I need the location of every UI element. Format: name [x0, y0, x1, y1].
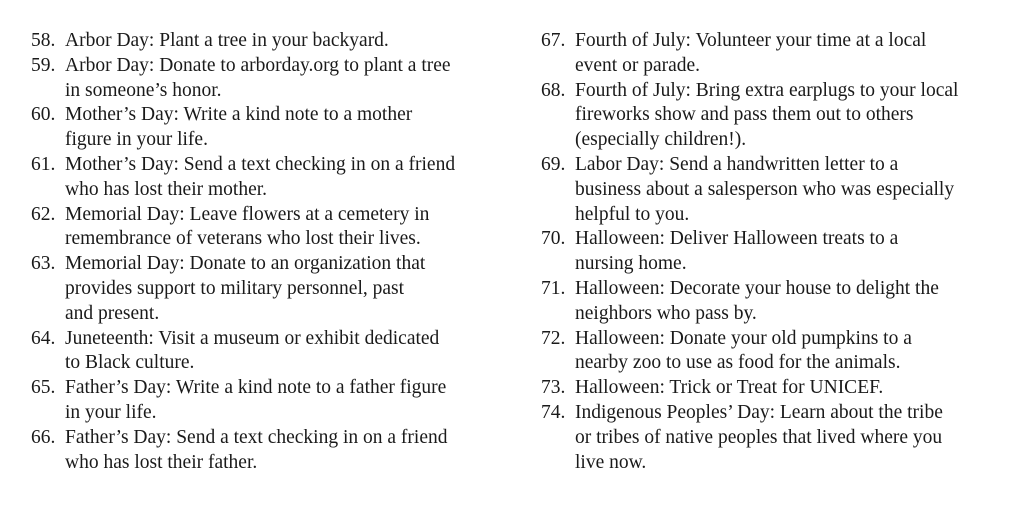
list-item [31, 153, 491, 203]
item-text-line: Father’s Day: Send a text checking in on a friend [65, 426, 448, 448]
item-text [575, 401, 1001, 475]
item-number: 67. [541, 30, 566, 51]
item-text-line: Halloween: Deliver Halloween treats to a [575, 228, 899, 250]
item-text-line: Arbor Day: Plant a tree in your backyard. [65, 30, 389, 51]
item-text-line: Mother’s Day: Send a text checking in on a friend [65, 153, 456, 175]
item-text-line: Juneteenth: Visit a museum or exhibit dedicated [65, 327, 440, 349]
item-text-line: Mother’s Day: Write a kind note to a mother [65, 104, 413, 126]
item-text-line: Father’s Day: Write a kind note to a father figure [65, 377, 447, 399]
item-text [575, 153, 1001, 227]
item-text-line: Halloween: Donate your old pumpkins to a [575, 327, 912, 349]
item-text [65, 103, 491, 153]
item-text-line: Halloween: Decorate your house to delight the [575, 277, 939, 299]
item-number: 68. [541, 79, 566, 101]
list-item [541, 79, 1001, 153]
item-number: 66. [31, 426, 56, 448]
item-number: 70. [541, 228, 566, 250]
item-text [65, 376, 491, 426]
list-item [541, 401, 1001, 475]
list-item [31, 29, 491, 54]
item-number: 58. [31, 30, 56, 51]
list-item [31, 252, 491, 326]
item-number: 71. [541, 277, 566, 299]
item-number: 64. [31, 327, 56, 349]
item-text [65, 426, 491, 476]
item-text [575, 227, 1001, 277]
item-text [575, 376, 1001, 401]
item-number: 72. [541, 327, 566, 349]
list-item [31, 327, 491, 377]
item-text-line: Indigenous Peoples’ Day: Learn about the tribe [575, 401, 943, 423]
item-text [65, 203, 491, 253]
item-text [575, 277, 1001, 327]
item-text-line: business about a salesperson who was especially [575, 178, 955, 200]
item-text-line: nursing home. [575, 253, 687, 275]
item-text [65, 54, 491, 104]
item-text-line: Fourth of July: Volunteer your time at a local [575, 30, 927, 51]
item-text-line: figure in your life. [65, 129, 208, 151]
item-number: 61. [31, 153, 56, 175]
list-item [31, 203, 491, 253]
item-text-line: event or parade. [575, 54, 701, 76]
item-text-line: live now. [575, 451, 647, 473]
list-item [31, 103, 491, 153]
item-text-line: in someone’s honor. [65, 79, 222, 101]
list-item [31, 376, 491, 426]
item-number: 62. [31, 203, 56, 225]
item-number: 74. [541, 401, 566, 423]
list-item [541, 227, 1001, 277]
item-text [65, 252, 491, 326]
list-item [541, 153, 1001, 227]
list-item [31, 54, 491, 104]
item-text-line: helpful to you. [575, 203, 690, 225]
item-text [575, 79, 1001, 153]
item-number: 73. [541, 377, 566, 399]
item-text-line: provides support to military personnel, past [65, 277, 405, 299]
right-column-list [541, 29, 1001, 475]
item-text-line: remembrance of veterans who lost their lives. [65, 228, 421, 250]
item-text [65, 29, 491, 54]
item-text-line: to Black culture. [65, 352, 195, 374]
list-item [31, 426, 491, 476]
item-text-line: Fourth of July: Bring extra earplugs to your local [575, 79, 959, 101]
list-item [541, 29, 1001, 79]
item-number: 63. [31, 253, 56, 275]
item-text-line: Labor Day: Send a handwritten letter to a [575, 153, 899, 175]
list-item [541, 277, 1001, 327]
item-text-line: (especially children!). [575, 129, 747, 151]
item-text-line: in your life. [65, 401, 157, 423]
item-text-line: fireworks show and pass them out to others [575, 104, 914, 126]
item-number: 60. [31, 104, 56, 126]
item-number: 65. [31, 377, 56, 399]
item-text-line: and present. [65, 302, 160, 324]
item-text-line: Memorial Day: Leave flowers at a cemetery in [65, 203, 430, 225]
left-column-list [31, 29, 491, 475]
item-number: 59. [31, 54, 56, 76]
item-text [575, 29, 1001, 79]
item-text-line: who has lost their mother. [65, 178, 268, 200]
list-item [541, 327, 1001, 377]
item-text [65, 153, 491, 203]
list-item [541, 376, 1001, 401]
item-text [65, 327, 491, 377]
item-text-line: Memorial Day: Donate to an organization that [65, 253, 426, 275]
item-text-line: neighbors who pass by. [575, 302, 757, 324]
item-text-line: or tribes of native peoples that lived where you [575, 426, 943, 448]
item-text [575, 327, 1001, 377]
item-text-line: who has lost their father. [65, 451, 258, 473]
item-text-line: Halloween: Trick or Treat for UNICEF. [575, 377, 884, 399]
item-text-line: Arbor Day: Donate to arborday.org to plant a tree [65, 54, 451, 76]
item-number: 69. [541, 153, 566, 175]
item-text-line: nearby zoo to use as food for the animals. [575, 352, 901, 374]
